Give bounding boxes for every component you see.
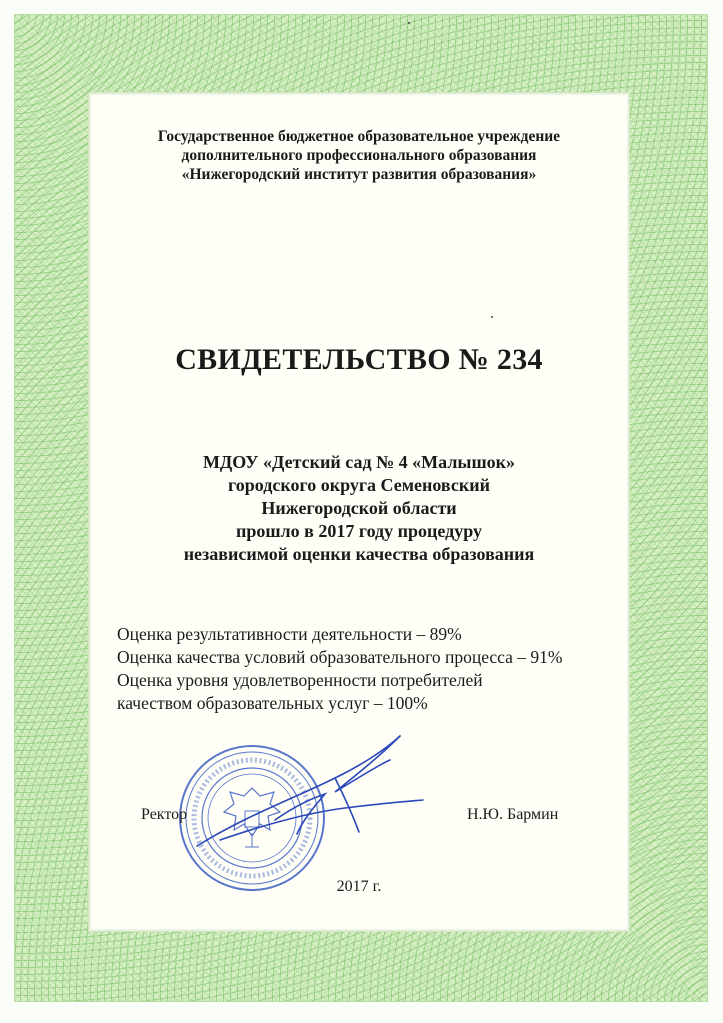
score-line-3: Оценка уровня удовлетворенности потребителей [117,670,483,690]
rector-signature-icon [185,728,435,878]
certificate-title: СВИДЕТЕЛЬСТВО № 234 [175,343,543,376]
signer-name: Н.Ю. Бармин [467,806,559,823]
recipient-line-1: МДОУ «Детский сад № 4 «Малышок» [202,452,516,472]
stray-mark [491,316,493,318]
score-line-4: качеством образовательных услуг – 100% [117,693,428,713]
issuer-line-2: дополнительного профессионального образования [181,147,537,164]
certificate-panel [88,92,630,932]
recipient-line-5: независимой оценки качества образования [183,544,535,564]
issue-year: 2017 г. [336,878,382,895]
scores-block [117,623,617,715]
score-line-1: Оценка результативности деятельности – 89% [117,624,462,644]
recipient-line-2: городского округа Семеновский [228,475,490,495]
stray-mark [408,22,410,24]
signer-role: Ректор [141,806,188,823]
score-line-2: Оценка качества условий образовательного процесса – 91% [117,647,563,667]
recipient-line-3: Нижегородской области [261,498,457,518]
issuer-line-3: «Нижегородский институт развития образования» [181,166,537,183]
issuer-header [89,127,629,184]
recipient-block [89,451,629,566]
recipient-line-4: прошло в 2017 году процедуру [235,521,483,541]
issuer-line-1: Государственное бюджетное образовательное учреждение [157,128,561,145]
